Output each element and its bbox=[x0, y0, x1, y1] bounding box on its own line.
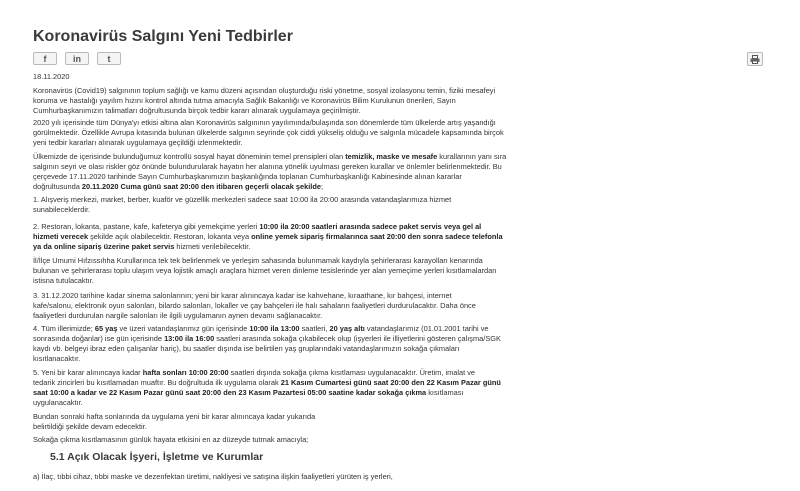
text-run: kısıtlaması bbox=[426, 388, 464, 397]
linkedin-share-button[interactable] bbox=[65, 52, 89, 65]
text-run: Cumhurbaşkanımızın talimatları doğrultusunda birçok tedbir kararı alınarak uygulamaya geçirilmiştir. bbox=[33, 106, 361, 115]
text-run: Koronavirüs (Covid19) salgınının toplum sağlığı ve kamu düzeni açısından oluşturduğu riski yönetme, sosyal izolasyonu temin, fiziki mesafeyi bbox=[33, 86, 496, 95]
share-bar bbox=[33, 52, 121, 65]
text-run: kısıtlanacaktır. bbox=[33, 354, 81, 363]
paragraph-line bbox=[33, 128, 783, 138]
bold-text: 10:00 ila 13:00 bbox=[249, 324, 300, 333]
paragraph-line bbox=[33, 195, 783, 205]
article-paragraph bbox=[33, 435, 783, 445]
text-run: sunabileceklerdir. bbox=[33, 205, 91, 214]
text-run: 5. Yeni bir karar alınıncaya kadar bbox=[33, 368, 143, 377]
text-run: saatleri dışında sokağa çıkma kısıtlaması uygulanacaktır. Üretim, imalat ve bbox=[228, 368, 476, 377]
article-paragraph bbox=[33, 195, 783, 215]
article-paragraph bbox=[33, 152, 783, 192]
article-paragraph bbox=[33, 256, 783, 286]
bold-text: 20 yaş altı bbox=[329, 324, 365, 333]
text-run: yeni tedbir kararları alınarak uygulamaya geçildiği izlenmektedir. bbox=[33, 138, 243, 147]
paragraph-line bbox=[33, 138, 783, 148]
bold-text: 20.11.2020 Cuma günü saat 20:00 den itibaren geçerli olacak şekilde bbox=[81, 182, 321, 191]
paragraph-line bbox=[33, 256, 783, 266]
text-run: uygulanacaktır. bbox=[33, 398, 83, 407]
paragraph-line bbox=[33, 118, 783, 128]
paragraph-line bbox=[33, 182, 783, 192]
page-title: Koronavirüs Salgını Yeni Tedbirler bbox=[33, 28, 293, 45]
paragraph-line bbox=[33, 472, 783, 482]
text-run: doğrultusunda bbox=[33, 182, 82, 191]
bold-text: temizlik, maske ve mesafe bbox=[345, 152, 438, 161]
paragraph-line bbox=[33, 86, 783, 96]
paragraph-line bbox=[33, 388, 783, 398]
paragraph-line bbox=[33, 172, 783, 182]
text-run: faaliyetleri durdurulan nargile salonları ile ilgili uygulamanın aynen devamı sağlanacaktır. bbox=[33, 311, 323, 320]
text-run: ; bbox=[321, 182, 324, 191]
text-run: Ülkemizde de içerisinde bulunduğumuz kontrollü sosyal hayat döneminin temel prensipleri olan bbox=[33, 152, 346, 161]
paragraph-line bbox=[33, 354, 783, 364]
text-run: görülmektedir. Özellikle Avrupa kıtasında bulunan ülkelerde salgının seyrinde çok ciddi yükseliş olduğu ve salgınla mücadele kapsamında birçok bbox=[33, 128, 504, 137]
text-run: saatleri arasında sokağa çıkabilecek olup (işyerleri ile illiyetlerini gösteren çalışma/SGK bbox=[214, 334, 501, 343]
article-paragraph bbox=[33, 222, 783, 252]
paragraph-line bbox=[33, 422, 783, 432]
bold-text: hizmeti verecek bbox=[33, 232, 89, 241]
text-run: Bundan sonraki hafta sonlarında da uygulama yeni bir karar alınıncaya kadar yukarıda bbox=[33, 412, 316, 421]
text-run: kaydı vb. belgeyi ibraz eden çalışanlar hariç), bu saatler dışında ise belirtilen yaş gruplarındaki vatandaşlarımızın sokağa çıkmaları bbox=[33, 344, 460, 353]
text-run: 1. Alışveriş merkezi, market, berber, kuaför ve güzellik merkezleri sadece saat 10:00 ila 20:00 arasında vatandaşlarımıza hizmet bbox=[33, 195, 452, 204]
text-run: 2. Restoran, lokanta, pastane, kafe, kafeterya gibi yemekçime yerleri bbox=[33, 222, 260, 231]
text-run: salgının seyri ve olası riskler göz önünde bulundurularak hayatın her alanına yönelik uyulması gereken kurallar ve önlemler belirlenmektedir. Bu bbox=[33, 162, 502, 171]
text-run: 4. Tüm illerimizde; bbox=[33, 324, 95, 333]
paragraph-line bbox=[33, 378, 783, 388]
facebook-icon: f bbox=[43, 53, 47, 64]
section-heading: 5.1 Açık Olacak İşyeri, İşletme ve Kurumlar bbox=[50, 451, 264, 463]
text-run: saatleri, bbox=[299, 324, 330, 333]
twitter-icon: t bbox=[107, 53, 111, 64]
paragraph-line bbox=[33, 324, 783, 334]
text-run: koruma ve hastalığı yayılım hızını kontrol altında tutma amacıyla Sağlık Bakanlığı ve Koronavirüs Bilim Kurulunun önerileri, Sayın bbox=[33, 96, 456, 105]
linkedin-icon: in bbox=[73, 53, 81, 64]
bold-text: 13:00 ila 16:00 bbox=[164, 334, 215, 343]
paragraph-line bbox=[33, 344, 783, 354]
paragraph-line bbox=[33, 291, 783, 301]
paragraph-line bbox=[33, 334, 783, 344]
facebook-share-button[interactable] bbox=[33, 52, 57, 65]
text-run: Sokağa çıkma kısıtlamasının günlük hayata etkisini en az düzeyde tutmak amacıyla; bbox=[33, 435, 309, 444]
text-run: ve üzeri vatandaşlarımız gün içerisinde bbox=[117, 324, 250, 333]
text-run: şekilde açık olabilecektir. Restoran, lokanta veya bbox=[88, 232, 252, 241]
text-run: İl/İlçe Umumi Hıfzıssıhha Kurullarınca tek tek belirlenmek ve yerleşim sahasında bulunmamak kaydıyla şehirlerarası karayolları kenarında bbox=[33, 256, 483, 265]
text-run: sonrasında doğanlar) ise gün içerisinde bbox=[33, 334, 165, 343]
text-run: belirtildiği şekilde devam edecektir. bbox=[33, 422, 147, 431]
paragraph-line bbox=[33, 96, 783, 106]
article-paragraph bbox=[33, 86, 783, 116]
text-run: kurallarının yanı sıra bbox=[437, 152, 507, 161]
text-run: kafe/salonu, elektronik oyun salonları, bilardo salonları, lokaller ve çay bahçeleri ile halı sahaların faaliyetleri durdurulacaktır. Daha önce bbox=[33, 301, 476, 310]
text-run: 2020 yılı içerisinde tüm Dünya'yı etkisi altına alan Koronavirüs salgınının yayılımında/bulaşında son dönemlerde tüm ülkelerde artış yaşandığı bbox=[33, 118, 496, 127]
paragraph-line bbox=[33, 301, 783, 311]
bold-text: 21 Kasım Cumartesi günü saat 20:00 den 22 Kasım Pazar günü bbox=[280, 378, 501, 387]
article-paragraph bbox=[33, 324, 783, 364]
bold-text: 10:00 ila 20:00 saatleri arasında sadece paket servis veya gel al bbox=[259, 222, 482, 231]
bold-text: saat 10:00 a kadar ve 22 Kasım Pazar günü saat 20:00 den 23 Kasım Pazartesi 05:00 saatine kadar sokağa çıkma bbox=[33, 388, 427, 397]
printer-icon bbox=[750, 55, 760, 64]
paragraph-line bbox=[33, 152, 783, 162]
article-paragraph bbox=[33, 412, 783, 432]
paragraph-line bbox=[33, 266, 783, 276]
text-run: bulunan ve şehirlerarası toplu ulaşım veya lojistik amaçlı araçlara hizmet veren dinleme tesislerinde yer alan yemeçime yerleri kısıtlamalardan bbox=[33, 266, 497, 275]
paragraph-line bbox=[33, 276, 783, 286]
paragraph-line bbox=[33, 222, 783, 232]
paragraph-line bbox=[33, 368, 783, 378]
paragraph-line bbox=[33, 106, 783, 116]
paragraph-line bbox=[33, 412, 783, 422]
paragraph-line bbox=[33, 435, 783, 445]
paragraph-line bbox=[33, 311, 783, 321]
text-run: a) bbox=[33, 472, 42, 481]
text-run: tedarik zincirleri bu kısıtlamadan muaftır. Bu doğrultuda ilk uygulama olarak bbox=[33, 378, 281, 387]
paragraph-line bbox=[33, 398, 783, 408]
text-run: 3. 31.12.2020 tarihine kadar sinema salonlarının; yeni bir karar alınıncaya kadar ise kahvehane, kıraathane, kır bahçesi, internet bbox=[33, 291, 452, 300]
article-paragraph bbox=[33, 472, 783, 482]
article-paragraph bbox=[33, 291, 783, 321]
text-run: vatandaşlarımız (01.01.2001 tarihi ve bbox=[364, 324, 489, 333]
text-run: çerçevede 17.11.2020 tarihinde Sayın Cumhurbaşkanımızın başkanlığında toplanan Cumhurbaşkanlığı Kabinesinde alınan kararlar bbox=[33, 172, 462, 181]
article-date: 18.11.2020 bbox=[33, 72, 70, 81]
paragraph-line bbox=[33, 162, 783, 172]
twitter-share-button[interactable] bbox=[97, 52, 121, 65]
bold-text: 65 yaş bbox=[94, 324, 118, 333]
text-run: hizmeti verilebilecektir. bbox=[174, 242, 251, 251]
article-paragraph bbox=[33, 368, 783, 408]
bold-text: ya da online sipariş üzerine paket servis bbox=[33, 242, 175, 251]
text-run: İlaç, tıbbi cihaz, tıbbi maske ve dezenfektan üretimi, nakliyesi ve satışına ilişkin faaliyetleri yürüten iş yerleri, bbox=[41, 472, 393, 481]
bold-text: online yemek sipariş firmalarınca saat 20:00 den sonra sadece telefonla bbox=[251, 232, 503, 241]
text-run: istisna tutulacaktır. bbox=[33, 276, 94, 285]
paragraph-line bbox=[33, 205, 783, 215]
print-button[interactable] bbox=[747, 52, 763, 66]
paragraph-line bbox=[33, 232, 783, 242]
article-paragraph bbox=[33, 118, 783, 148]
paragraph-line bbox=[33, 242, 783, 252]
bold-text: hafta sonları 10:00 20:00 bbox=[142, 368, 229, 377]
